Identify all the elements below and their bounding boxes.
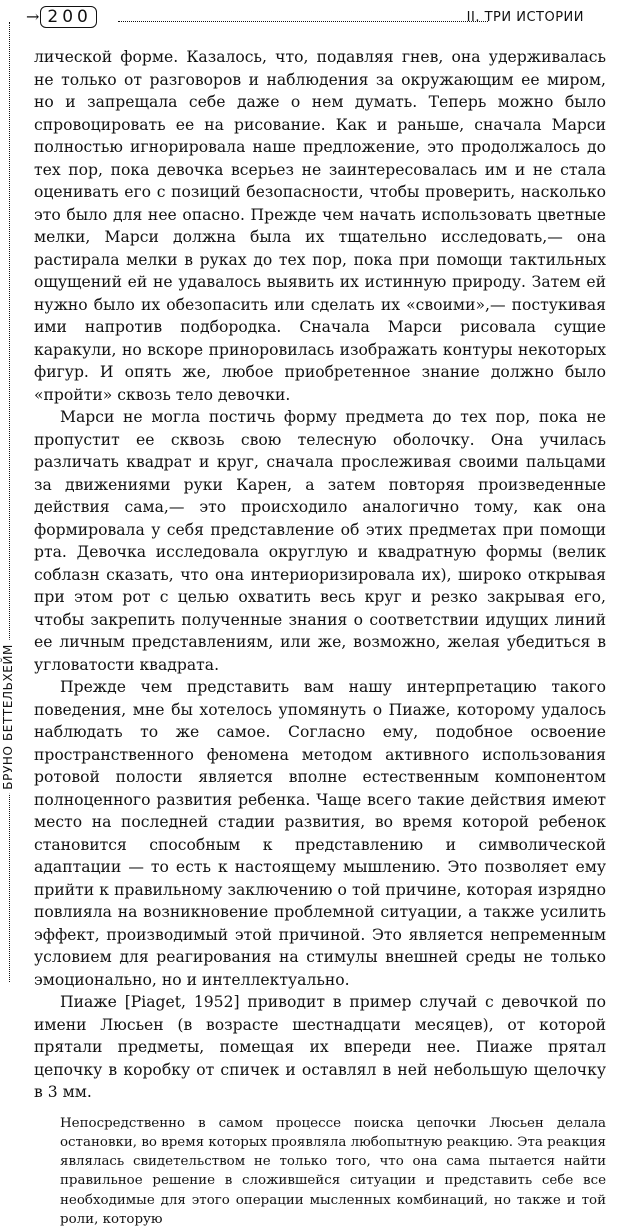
running-title: II. ТРИ ИСТОРИИ <box>467 10 584 25</box>
paragraph: Марси не могла постичь форму предмета до тех пор, пока не пропустит ее сквозь свою телесную оболочку. Она училась различать квадрат и круг, сначала прослеживая своими пальцами за движениями руки Карен, а затем повторяя произведенные действия сама,— это происходило аналогично тому, как она формировала у себя представление об этих предметах при помощи рта. Девочка исследовала округлую и квадратную формы (велик соблазн сказать, что она интериоризировала их), широко открывая при этом рот с целью охватить весь круг и резко закрывая его, чтобы закрепить полученные знания о соответствии идущих линий ее личным представлениям, или же, возможно, желая убедиться в угловатости квадрата. <box>34 406 606 676</box>
side-author-name: БРУНО БЕТТЕЛЬХЕЙМ <box>1 640 21 794</box>
paragraph: лической форме. Казалось, что, подавляя гнев, она удерживалась не только от разговоров и наблюдения за окружающим ее миром, но и запрещала себе даже о нем думать. Теперь можно было спровоцировать ее на рисование. Как и раньше, сначала Марси полностью игнорировала наше предложение, это продолжалось до тех пор, пока девочка всерьез не заинтересовалась им и не стала оценивать его с позиций безопасности, чтобы проверить, насколько это было для нее опасно. Прежде чем начать использовать цветные мелки, Марси должна была их тщательно исследовать,— она растирала мелки в руках до тех пор, пока при помощи тактильных ощущений ей не удавалось выявить их истинную природу. Затем ей нужно было их обезопасить или сделать их «своими»,— постукивая ими напротив подбородка. Сначала Марси рисовала сущие каракули, но вскоре приноровилась изображать контуры некоторых фигур. И опять же, любое приобретенное знание должно было «пройти» сквозь тело девочки. <box>34 46 606 406</box>
arrow-icon: → <box>26 9 39 25</box>
body-text <box>34 46 606 1229</box>
paragraph: Прежде чем представить вам нашу интерпретацию такого поведения, мне бы хотелось упомянуть о Пиаже, которому удалось наблюдать то же самое. Согласно ему, подобное освоение пространственного феномена методом активного использования ротовой полости является вполне естественным компонентом полноценного развития ребенка. Чаще всего такие действия имеют место на последней стадии развития, во время которой ребенок становится способным к представлению и символической адаптации — то есть к настоящему мышлению. Это позволяет ему прийти к правильному заключению о той причине, которая изрядно повлияла на возникновение проблемной ситуации, а также усилить эффект, производимый этой причиной. Это является непременным условием для реагирования на стимулы внешней среды не только эмоционально, но и интеллектуально. <box>34 676 606 991</box>
page-number-badge <box>26 6 97 28</box>
paragraph: Пиаже [Piaget, 1952] приводит в пример случай с девочкой по имени Люсьен (в возрасте шестнадцати месяцев), от которой прятали предметы, помещая их впереди нее. Пиаже прятал цепочку в коробку от спичек и оставлял в ней небольшую щелочку в 3 мм. <box>34 991 606 1104</box>
block-quote: Непосредственно в самом процессе поиска цепочки Люсьен делала остановки, во время которых проявляла любопытную реакцию. Эта реакция являлась свидетельством не только того, что она сама пытается найти правильное решение в сложившейся ситуации и представить себе все необходимые для этого операции мысленных комбинаций, но также и той роли, которую <box>60 1114 606 1229</box>
side-dotted-rule <box>9 22 10 982</box>
page-number: 200 <box>40 6 96 28</box>
page-header <box>0 0 620 40</box>
header-dotted-rule <box>118 21 488 22</box>
